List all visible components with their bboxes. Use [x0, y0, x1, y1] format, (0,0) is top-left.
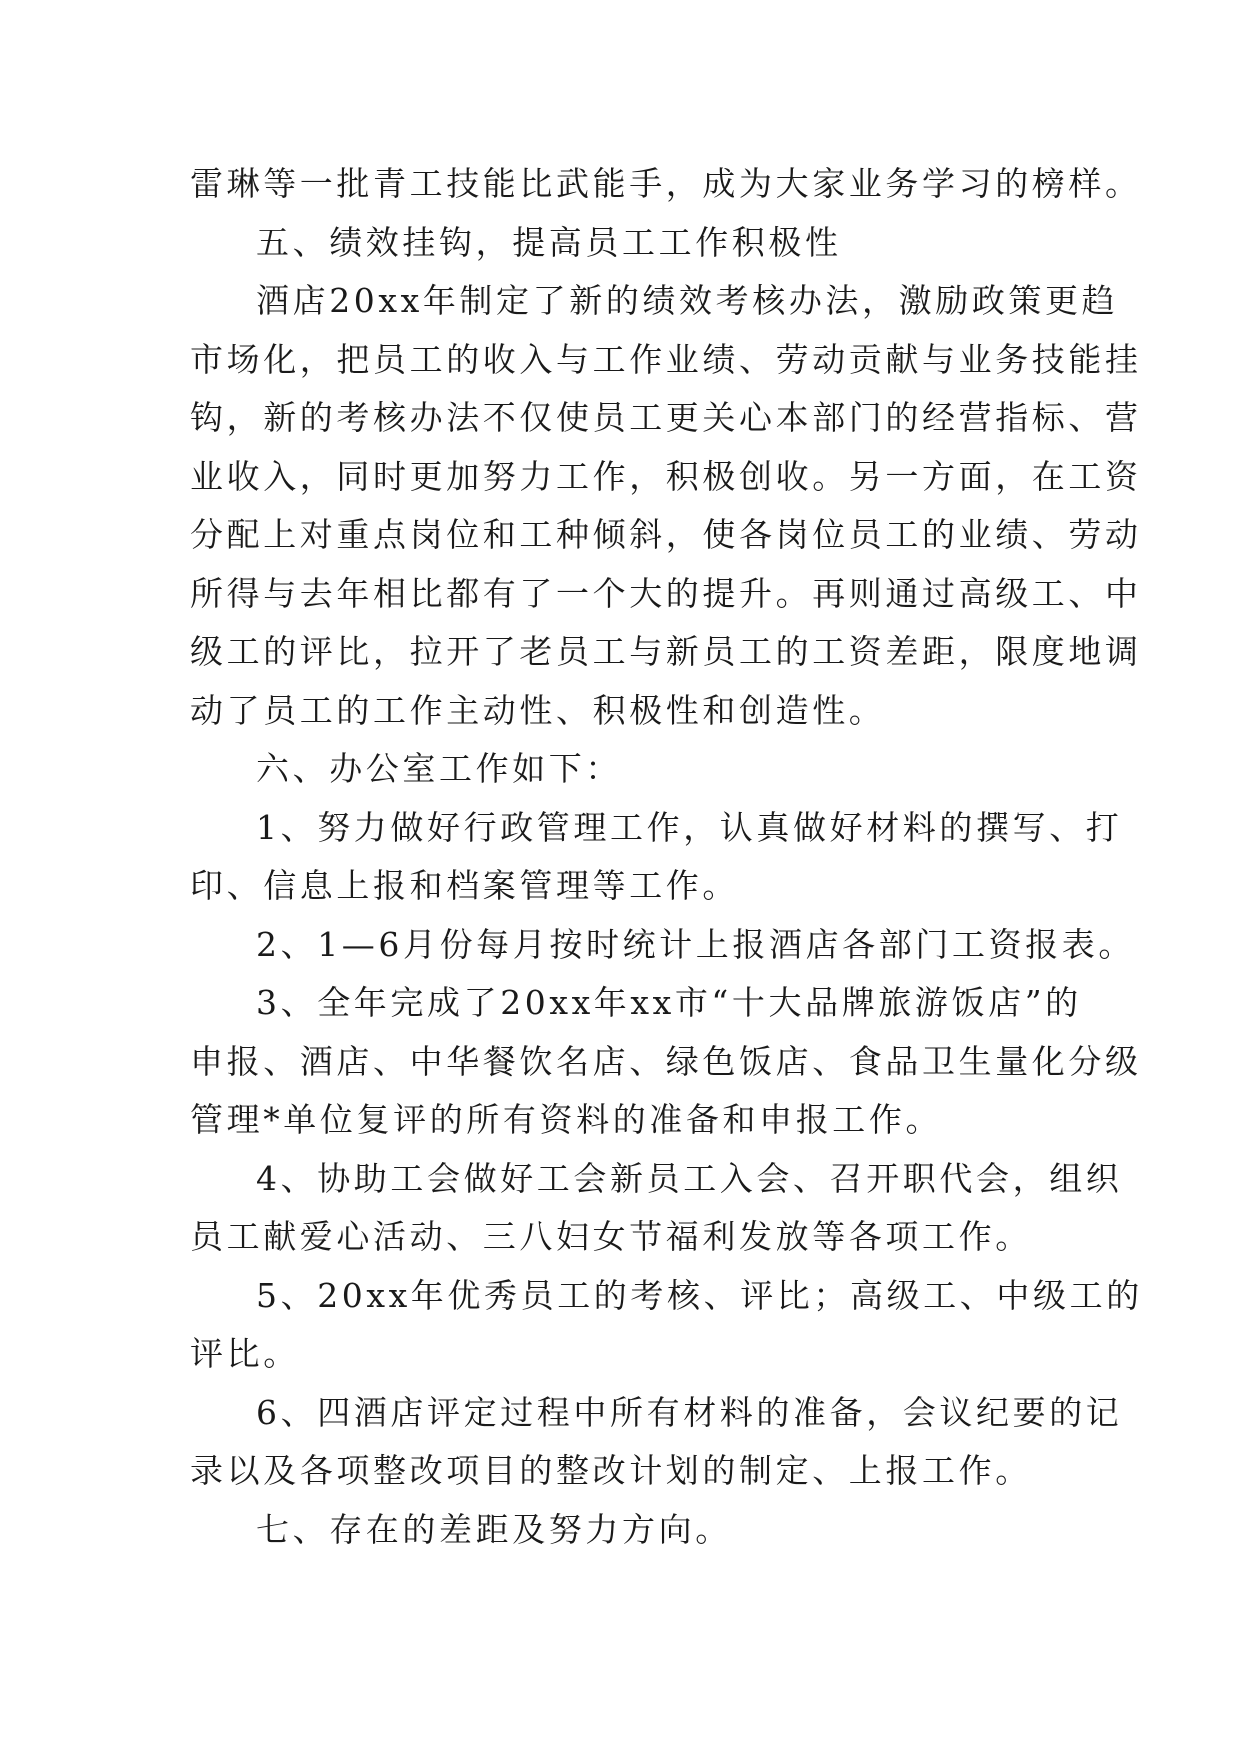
- section-heading: 五、绩效挂钩，提高员工工作积极性: [256, 222, 842, 262]
- section-heading: 七、存在的差距及努力方向。: [256, 1509, 732, 1549]
- text-line: 市场化，把员工的收入与工作业绩、劳动贡献与业务技能挂: [190, 339, 1142, 379]
- text-line: 印、信息上报和档案管理等工作。: [190, 866, 739, 905]
- text-line: 雷琳等一批青工技能比武能手，成为大家业务学习的榜样。: [190, 164, 1142, 203]
- text-line: 分配上对重点岗位和工种倾斜，使各岗位员工的业绩、劳动: [190, 515, 1142, 554]
- text-line: 所得与去年相比都有了一个大的提升。再则通过高级工、中: [190, 573, 1142, 613]
- list-item-text: 1、努力做好行政管理工作，认真做好材料的撰写、打: [256, 807, 1123, 847]
- text-line: 钩，新的考核办法不仅使员工更关心本部门的经营指标、营: [190, 398, 1142, 437]
- text-line: 动了员工的工作主动性、积极性和创造性。: [190, 690, 886, 730]
- list-item-text: 6、四酒店评定过程中所有材料的准备，会议纪要的记: [256, 1392, 1123, 1432]
- text-line: 员工献爱心活动、三八妇女节福利发放等各项工作。: [190, 1217, 1032, 1256]
- text-line: 管理*单位复评的所有资料的准备和申报工作。: [190, 1100, 943, 1139]
- section-heading: 六、办公室工作如下：: [256, 749, 622, 788]
- list-item-text: 3、全年完成了20xx年xx市“十大品牌旅游饭店”的: [256, 983, 1082, 1022]
- text-line: 业收入，同时更加努力工作，积极创收。另一方面，在工资: [190, 456, 1142, 496]
- text-line: 级工的评比，拉开了老员工与新员工的工资差距，限度地调: [190, 632, 1142, 671]
- document-body: [190, 155, 1143, 1559]
- text-line: 录以及各项整改项目的整改计划的制定、上报工作。: [190, 1451, 1032, 1490]
- text-line: 酒店20xx年制定了新的绩效考核办法，激励政策更趋: [256, 281, 1119, 320]
- text-line: 评比。: [190, 1334, 300, 1373]
- list-item-text: 4、协助工会做好工会新员工入会、召开职代会，组织: [256, 1158, 1123, 1198]
- list-item-text: 2、1—6月份每月按时统计上报酒店各部门工资报表。: [256, 924, 1135, 964]
- text-line: 申报、酒店、中华餐饮名店、绿色饭店、食品卫生量化分级: [190, 1041, 1142, 1081]
- list-item-text: 5、20xx年优秀员工的考核、评比；高级工、中级工的: [256, 1275, 1143, 1315]
